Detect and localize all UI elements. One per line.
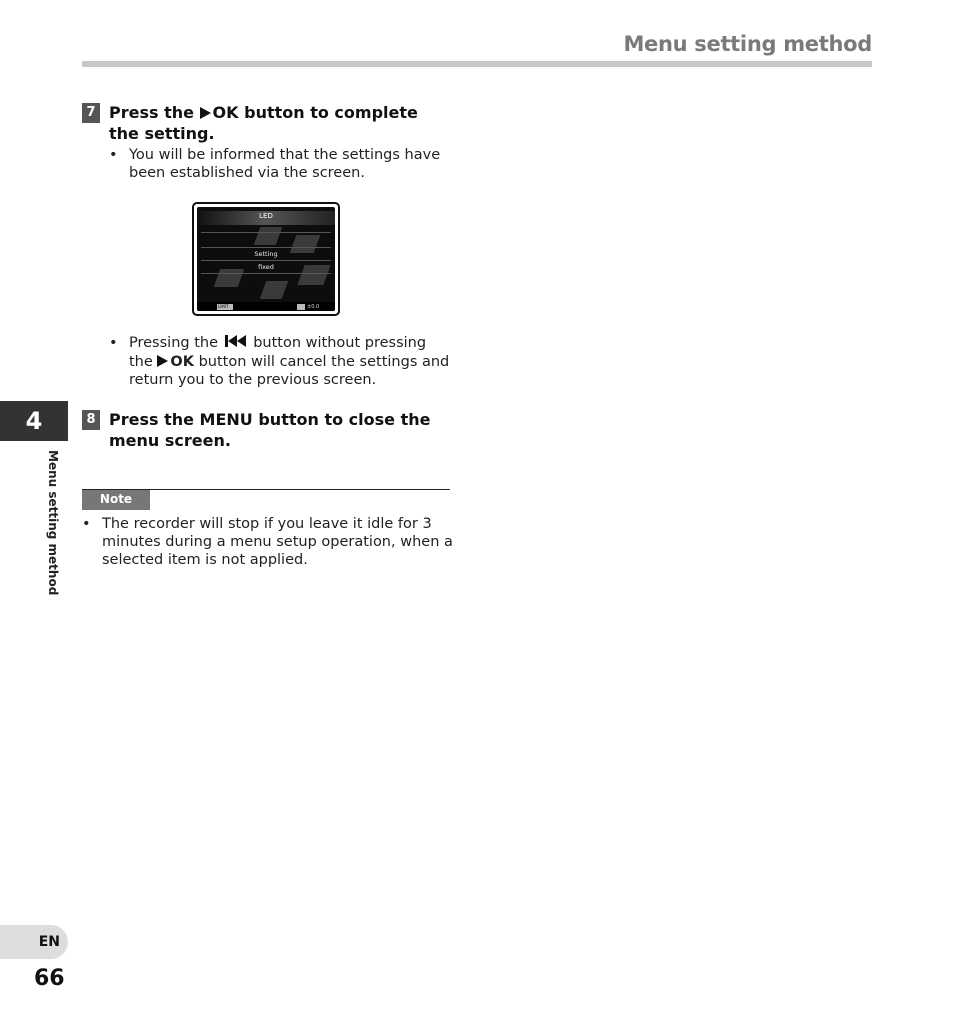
- header-rule: [82, 61, 872, 67]
- screen-divider: [201, 232, 331, 233]
- play-icon: [157, 355, 168, 367]
- note-text: The recorder will stop if you leave it idle for 3 minutes during a menu setup operation, when a selected item is not applied.: [102, 516, 453, 568]
- step-7: [82, 102, 452, 144]
- skip-back-icon: [225, 335, 246, 353]
- step-8-title-post: button to close the menu screen.: [109, 410, 431, 450]
- bullet-2-part-b: button without pressing the: [129, 335, 427, 370]
- page-header-title: Menu setting method: [623, 32, 872, 56]
- bullet-2-part-c: button will cancel the settings and return you to the previous screen.: [129, 354, 450, 388]
- language-badge: EN: [0, 925, 68, 959]
- bullet-2-part-a: Pressing the: [129, 335, 223, 351]
- screen-divider: [201, 273, 331, 274]
- bullet-dot: •: [109, 147, 118, 163]
- step-7-title-pre: Press the: [109, 103, 200, 122]
- screen-divider: [201, 260, 331, 261]
- step-8: [82, 409, 452, 451]
- page-number: 66: [34, 966, 65, 991]
- screen-fixed-text: fixed: [258, 263, 274, 271]
- screen-bg-tile: [260, 281, 289, 299]
- step-7-bullet-1: [109, 146, 454, 182]
- play-icon: [200, 107, 211, 119]
- step-7-number: 7: [82, 103, 100, 123]
- chapter-side-label-text: Menu setting method: [46, 450, 60, 596]
- step-8-title-menu: MENU: [199, 410, 253, 429]
- screen-status-icon: [297, 304, 305, 310]
- step-7-bullet-2-text: [129, 334, 454, 389]
- step-8-title: [109, 409, 452, 451]
- screen-bg-tile: [214, 269, 245, 287]
- bullet-dot: •: [82, 516, 91, 532]
- step-7-title: [109, 102, 452, 144]
- screen-title: LED: [259, 212, 273, 220]
- note-label: Note: [82, 490, 150, 510]
- device-screen-display: [197, 207, 335, 311]
- screen-status-value: ±0.0: [307, 304, 320, 310]
- screen-divider: [201, 247, 331, 248]
- step-7-title-ok: OK: [212, 103, 239, 122]
- bullet-dot: •: [109, 335, 118, 351]
- screen-limit-chip: LIMIT: [217, 304, 233, 310]
- step-8-title-pre: Press the: [109, 410, 200, 429]
- note-bullet: [82, 515, 454, 569]
- device-screen: [192, 202, 340, 316]
- screen-status-bar: [197, 302, 335, 311]
- step-7-bullet-2: [109, 334, 454, 389]
- step-7-title-post: button to complete the setting.: [109, 103, 418, 143]
- bullet-2-ok: OK: [170, 354, 194, 370]
- step-7-bullet-1-text: You will be informed that the settings have been established via the screen.: [129, 147, 441, 181]
- chapter-side-label: [46, 450, 60, 610]
- step-8-number: 8: [82, 410, 100, 430]
- screen-bg-tile: [254, 227, 283, 245]
- screen-setting-text: Setting: [254, 250, 278, 258]
- chapter-tab: 4: [0, 401, 68, 441]
